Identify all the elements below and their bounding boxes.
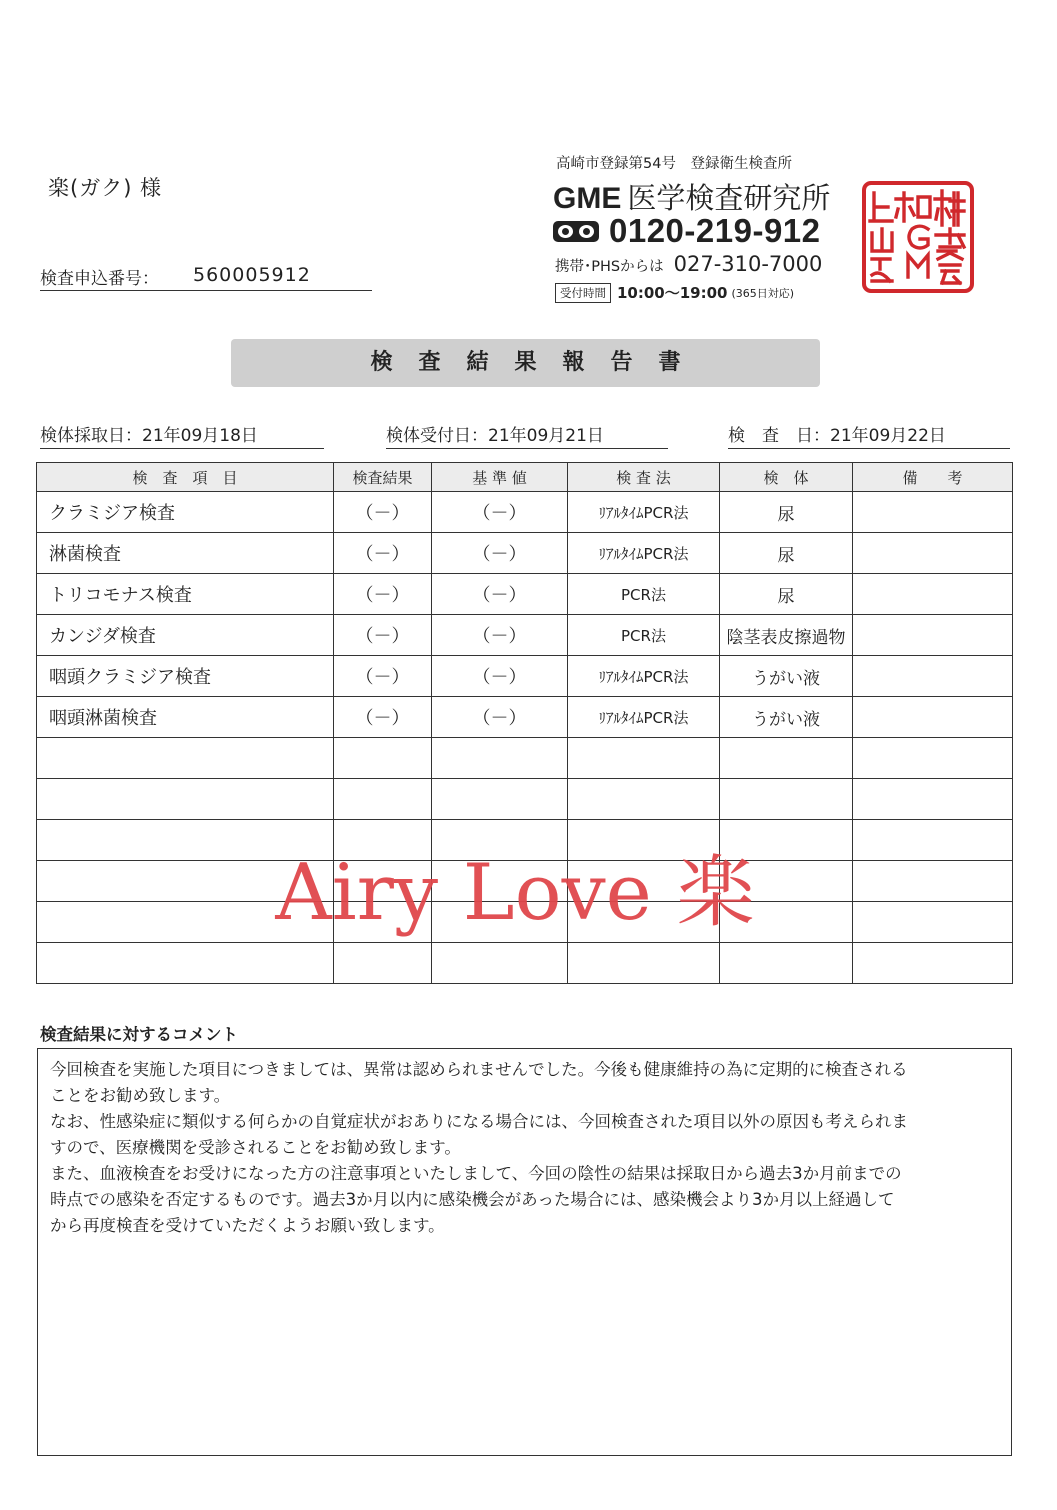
header-item: 検 査 項 目 (37, 463, 334, 492)
cell-reference: （－） (432, 697, 568, 738)
cell-reference: （－） (432, 574, 568, 615)
table-row (37, 615, 1013, 656)
comment-line: から再度検査を受けていただくようお願い致します。 (50, 1216, 445, 1235)
table-row (37, 492, 1013, 533)
cell-specimen: うがい液 (720, 697, 853, 738)
cell-note (853, 656, 1013, 697)
cell-result: （－） (334, 533, 432, 574)
cell-item: トリコモナス検査 (37, 574, 334, 615)
cell-reference: （－） (432, 656, 568, 697)
header-result: 検査結果 (334, 463, 432, 492)
application-number-label: 検査申込番号： (40, 269, 159, 289)
cell-item: 咽頭クラミジア検査 (37, 656, 334, 697)
lab-name-latin: GME (553, 182, 622, 215)
cell-item: 淋菌検査 (37, 533, 334, 574)
cell-reference: （－） (432, 533, 568, 574)
cell-item: カンジダ検査 (37, 615, 334, 656)
cell-method: ﾘｱﾙﾀｲﾑPCR法 (568, 492, 720, 533)
test-date: 検 査 日：21年09月22日 (728, 426, 946, 446)
free-dial-icon (553, 221, 599, 242)
lab-name-jp: 医学検査研究所 (627, 181, 831, 215)
report-title: 検査結果報告書 (231, 339, 820, 387)
cell-note (853, 492, 1013, 533)
toll-free-number: 0120-219-912 (609, 212, 821, 249)
cell-method: ﾘｱﾙﾀｲﾑPCR法 (568, 697, 720, 738)
received-date: 検体受付日：21年09月21日 (386, 426, 604, 446)
table-row (37, 574, 1013, 615)
cell-note (853, 697, 1013, 738)
lab-name (553, 176, 830, 217)
cell-specimen: 尿 (720, 492, 853, 533)
test-date-field (728, 420, 1010, 449)
comment-line: ことをお勧め致します。 (50, 1086, 231, 1105)
comment-line: すので、医療機関を受診されることをお勧め致します。 (50, 1138, 461, 1157)
hours-note: (365日対応) (731, 286, 795, 300)
cell-reference: （－） (432, 615, 568, 656)
airy-love-watermark: Airy Love 楽 (275, 848, 755, 938)
cell-result: （－） (334, 492, 432, 533)
cell-result: （－） (334, 615, 432, 656)
comment-heading: 検査結果に対するコメント (40, 1025, 238, 1044)
cell-item: クラミジア検査 (37, 492, 334, 533)
cell-specimen: 尿 (720, 574, 853, 615)
empty-table-row (37, 943, 1013, 984)
lab-hours (555, 282, 794, 303)
header-specimen: 検 体 (720, 463, 853, 492)
table-row (37, 656, 1013, 697)
header-note: 備 考 (853, 463, 1013, 492)
table-header-row (37, 463, 1013, 492)
header-reference: 基 準 値 (432, 463, 568, 492)
lab-registration: 高崎市登録第54号 登録衛生検査所 (556, 156, 792, 172)
cell-method: ﾘｱﾙﾀｲﾑPCR法 (568, 656, 720, 697)
table-row (37, 533, 1013, 574)
cell-specimen: うがい液 (720, 656, 853, 697)
comment-line: 時点での感染を否定するものです。過去3か月以内に感染機会があった場合には、感染機会より3か月以上経過して (50, 1190, 895, 1209)
cell-note (853, 615, 1013, 656)
cell-item: 咽頭淋菌検査 (37, 697, 334, 738)
application-number-value: 560005912 (193, 264, 311, 286)
comment-line: また、血液検査をお受けになった方の注意事項といたしまして、今回の陰性の結果は採取日から過去3か月前までの (50, 1164, 902, 1183)
hours-time: 10:00〜19:00 (617, 284, 728, 302)
cell-method: PCR法 (568, 574, 720, 615)
cell-method: ﾘｱﾙﾀｲﾑPCR法 (568, 533, 720, 574)
cell-specimen: 尿 (720, 533, 853, 574)
seal-graphic (866, 185, 970, 289)
cell-reference: （－） (432, 492, 568, 533)
lab-toll-free (553, 212, 821, 250)
application-number-field (40, 262, 372, 291)
collection-date-field (40, 420, 324, 449)
company-seal-stamp (862, 181, 974, 293)
table-row (37, 697, 1013, 738)
received-date-field (386, 420, 668, 449)
empty-table-row (37, 779, 1013, 820)
mobile-number: 027-310-7000 (673, 252, 823, 276)
mobile-label: 携帯･PHSからは (555, 259, 664, 275)
cell-method: PCR法 (568, 615, 720, 656)
patient-name: 楽(ガク) 様 (48, 176, 163, 200)
cell-note (853, 574, 1013, 615)
cell-result: （－） (334, 656, 432, 697)
lab-mobile (555, 252, 822, 276)
header-method: 検 査 法 (568, 463, 720, 492)
cell-specimen: 陰茎表皮擦過物 (720, 615, 853, 656)
cell-note (853, 533, 1013, 574)
comment-box (37, 1048, 1012, 1456)
collection-date: 検体採取日：21年09月18日 (40, 426, 258, 446)
hours-label: 受付時間 (555, 283, 611, 303)
cell-result: （－） (334, 574, 432, 615)
comment-line: なお、性感染症に類似する何らかの自覚症状がおありになる場合には、今回検査された項目以外の原因も考えられま (50, 1112, 908, 1131)
cell-result: （－） (334, 697, 432, 738)
comment-line: 今回検査を実施した項目につきましては、異常は認められませんでした。今後も健康維持の為に定期的に検査される (50, 1060, 908, 1079)
empty-table-row (37, 738, 1013, 779)
